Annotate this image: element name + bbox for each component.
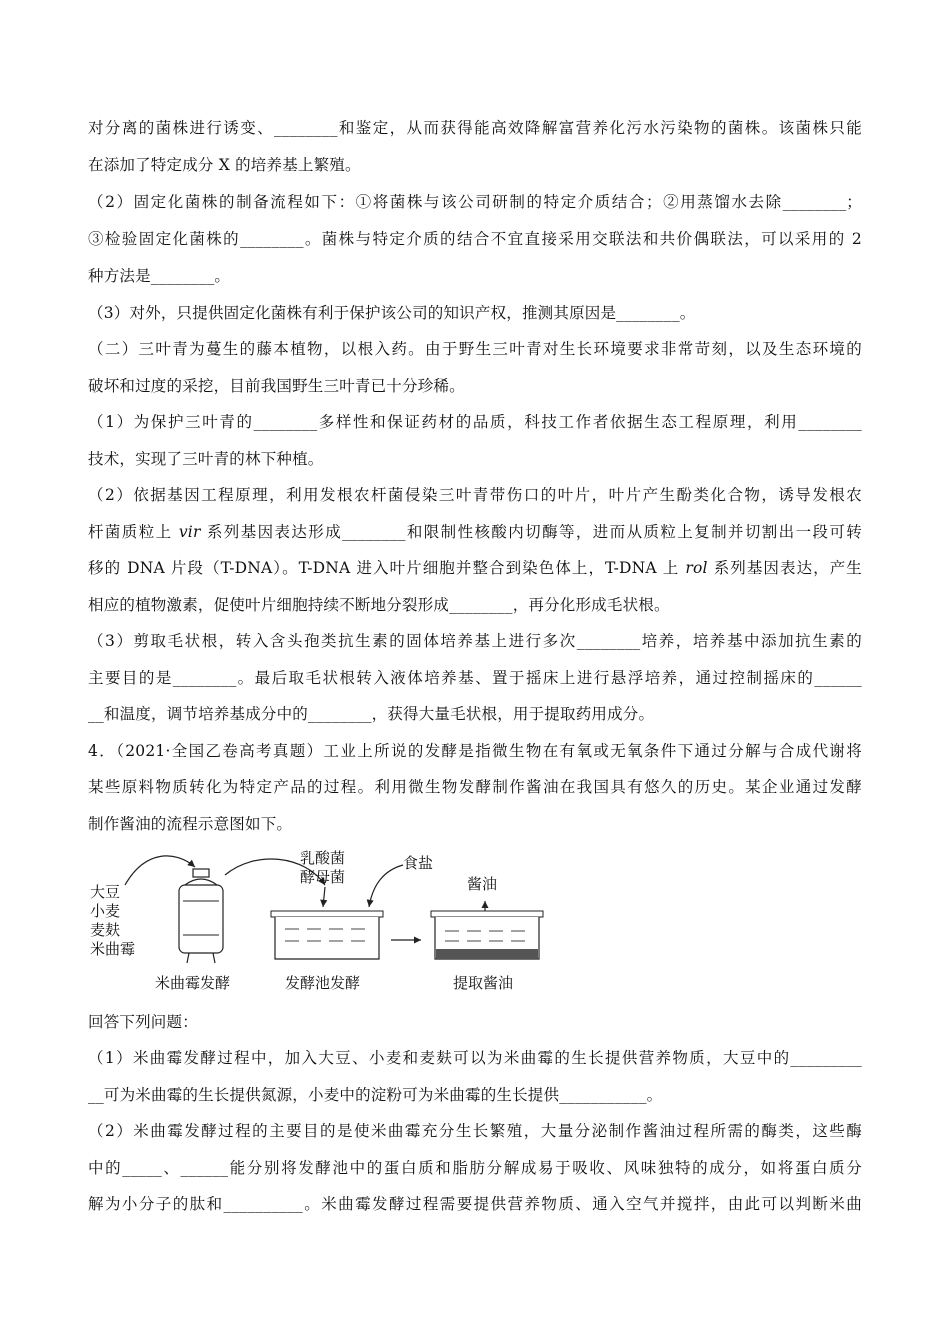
gene-name: vir: [178, 523, 201, 541]
paragraph-line: 解为小分子的肽和__________。米曲霉发酵过程需要提供营养物质、通入空气并搅拌，由此可以判断米曲: [88, 1195, 862, 1213]
raw-material-wheat: 小麦: [90, 902, 121, 920]
paragraph-line: 相应的植物激素，促使叶片细胞持续不断地分裂形成________，再分化形成毛状根。: [88, 596, 670, 614]
paragraph-line: 某些原料物质转化为特定产品的过程。利用微生物发酵制作酱油在我国具有悠久的历史。某企业通过发酵: [88, 778, 862, 796]
paragraph-line: 对分离的菌株进行诱变、________和鉴定，从而获得能高效降解富营养化污水污染物的菌株。该菌株只能: [88, 119, 862, 137]
raw-material-aspergillus: 米曲霉: [90, 940, 136, 958]
raw-material-bran: 麦麸: [90, 921, 121, 939]
fermenter-icon: [179, 869, 223, 963]
caption-stage-2: 发酵池发酵: [285, 974, 361, 992]
arrow-microbes: [323, 887, 325, 907]
paragraph-line: （3）剪取毛状根，转入含头孢类抗生素的固体培养基上进行多次________培养，培养基中添加抗生素的: [88, 632, 862, 650]
paragraph-line: [88, 522, 862, 542]
label-soy-sauce: 酱油: [467, 875, 498, 893]
question-heading: 4．（2021·全国乙卷高考真题）工业上所说的发酵是指微生物在有氧或无氧条件下通过分解与合成代谢将: [88, 742, 862, 760]
paragraph-line: 回答下列问题：: [88, 1013, 198, 1031]
paragraph-line: 技术，实现了三叶青的林下种植。: [88, 450, 324, 468]
paragraph-line: （1）米曲霉发酵过程中，加入大豆、小麦和麦麸可以为米曲霉的生长提供营养物质，大豆中的_________: [88, 1049, 862, 1067]
gene-name: rol: [685, 559, 708, 577]
text-segment: 系列基因表达形成________和限制性核酸内切酶等，进而从质粒上复制并切割出一段可转: [200, 523, 862, 541]
paragraph-line: （1）为保护三叶青的________多样性和保证药材的品质，科技工作者依据生态工程原理，利用________: [88, 413, 862, 431]
paragraph-line: 在添加了特定成分 X 的培养基上繁殖。: [88, 156, 361, 174]
paragraph-line: __可为米曲霉的生长提供氮源，小麦中的淀粉可为米曲霉的生长提供___________。: [88, 1086, 663, 1104]
fermentation-tank-icon: [271, 911, 383, 959]
paragraph-line: （2）依据基因工程原理，利用发根农杆菌侵染三叶青带伤口的叶片，叶片产生酚类化合物，诱导发根农: [88, 486, 862, 504]
arrow-salt: [369, 865, 403, 907]
raw-material-soybean: 大豆: [90, 883, 121, 901]
paragraph-line: 制作酱油的流程示意图如下。: [88, 815, 293, 833]
label-salt: 食盐: [403, 854, 434, 872]
label-yeast: 酵母菌: [300, 868, 346, 886]
text-segment: 移的 DNA 片段（T-DNA）。T-DNA 进入叶片细胞并整合到染色体上，T-DNA 上: [88, 559, 686, 577]
extraction-tank-icon: [431, 911, 543, 959]
paragraph-line: 破坏和过度的采挖，目前我国野生三叶青已十分珍稀。: [88, 377, 465, 395]
paragraph-line: （2）米曲霉发酵过程的主要目的是使米曲霉充分生长繁殖，大量分泌制作酱油过程所需的酶类，这些酶: [88, 1122, 862, 1140]
caption-stage-3: 提取酱油: [453, 974, 514, 992]
paragraph-line: （3）对外，只提供固定化菌株有利于保护该公司的知识产权，推测其原因是________。: [88, 304, 696, 322]
paragraph-line: __和温度，调节培养基成分中的________，获得大量毛状根，用于提取药用成分。: [88, 705, 655, 723]
arrow-to-fermenter: [125, 856, 195, 885]
text-segment: 杆菌质粒上: [88, 523, 179, 541]
paragraph-line: 种方法是________。: [88, 267, 231, 285]
caption-stage-1: 米曲霉发酵: [155, 974, 231, 992]
text-segment: 系列基因表达，产生: [707, 559, 862, 577]
paragraph-line: ③检验固定化菌株的________。菌株与特定介质的结合不宜直接采用交联法和共价偶联法，可以采用的 2: [88, 230, 862, 248]
label-lactobacillus: 乳酸菌: [300, 849, 346, 867]
paragraph-line: 主要目的是________。最后取毛状根转入液体培养基、置于摇床上进行悬浮培养，通过控制摇床的______: [88, 669, 862, 687]
paragraph-line: [88, 558, 862, 578]
paragraph-line: （2）固定化菌株的制备流程如下：①将菌株与该公司研制的特定介质结合；②用蒸馏水去除________；: [88, 193, 862, 211]
paragraph-line: 中的_____、______能分别将发酵池中的蛋白质和脂肪分解成易于吸收、风味独特的成分，如将蛋白质分: [88, 1159, 862, 1177]
soy-sauce-flow-diagram: [85, 845, 545, 1000]
paragraph-line: （二）三叶青为蔓生的藤本植物，以根入药。由于野生三叶青对生长环境要求非常苛刻，以及生态环境的: [88, 340, 862, 358]
